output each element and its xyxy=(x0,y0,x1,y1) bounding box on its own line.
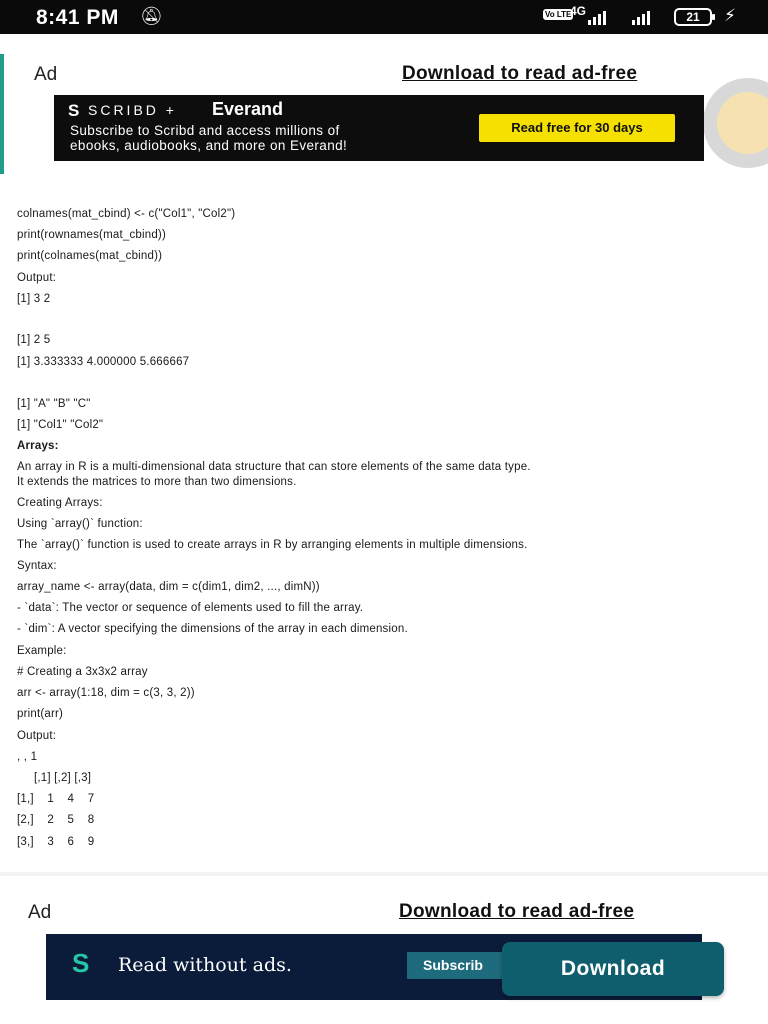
doc-line: print(arr) xyxy=(17,708,64,720)
bell-off-icon: 🔕︎ xyxy=(140,6,163,26)
signal-strength-icon-2 xyxy=(632,9,650,25)
doc-line: Output: xyxy=(17,272,57,284)
bottom-ad xyxy=(0,876,768,1024)
doc-line: print(colnames(mat_cbind)) xyxy=(17,250,163,262)
ad-description: Subscribe to Scribd and access millions of ebooks, audiobooks, and more on Everand! xyxy=(70,123,348,153)
doc-line: [,1] [,2] [,3] xyxy=(17,772,92,784)
doc-line: [2,] 2 5 8 xyxy=(17,814,95,826)
doc-line: print(rownames(mat_cbind)) xyxy=(17,229,166,241)
read-free-button[interactable]: Read free for 30 days xyxy=(479,114,675,142)
scribd-logo-icon: S xyxy=(68,101,80,120)
section-heading: Arrays: xyxy=(17,440,59,452)
doc-line: [1] 2 5 xyxy=(17,334,51,346)
scribd-ad-banner[interactable] xyxy=(54,95,704,161)
battery-icon: 21 xyxy=(674,8,712,26)
bolt-icon: ⚡︎ xyxy=(724,6,736,25)
scribd-logo-icon: S xyxy=(72,948,90,978)
doc-line: arr <- array(1:18, dim = c(3, 3, 2)) xyxy=(17,687,195,699)
volte-badge: Vo LTE xyxy=(545,10,572,19)
status-bar xyxy=(0,0,768,34)
read-without-ads-text: Read without ads. xyxy=(118,954,292,976)
doc-line: [1] "Col1" "Col2" xyxy=(17,419,104,431)
doc-line: An array in R is a multi-dimensional data structure that can store elements of the same data type. xyxy=(17,461,531,473)
doc-line: Using `array()` function: xyxy=(17,518,143,530)
network-type: 4G xyxy=(570,4,587,18)
doc-line: Syntax: xyxy=(17,560,57,572)
status-time: 8:41 PM xyxy=(36,6,119,29)
doc-line: [1] 3.333333 4.000000 5.666667 xyxy=(17,356,190,368)
download-ad-free-link[interactable]: Download to read ad-free xyxy=(402,63,638,84)
ad-accent-bar xyxy=(0,54,4,174)
doc-line: # Creating a 3x3x2 array xyxy=(17,666,148,678)
doc-line: It extends the matrices to more than two dimensions. xyxy=(17,476,297,488)
doc-line: [3,] 3 6 9 xyxy=(17,836,95,848)
doc-line: [1,] 1 4 7 xyxy=(17,793,95,805)
download-ad-free-link[interactable]: Download to read ad-free xyxy=(399,901,635,922)
ad-label: Ad xyxy=(28,902,52,923)
floating-bubble[interactable] xyxy=(703,78,768,168)
signal-strength-icon xyxy=(588,9,606,25)
doc-line: - `data`: The vector or sequence of elements used to fill the array. xyxy=(17,602,364,614)
doc-line: Example: xyxy=(17,645,67,657)
doc-line: Creating Arrays: xyxy=(17,497,103,509)
everand-brand: Everand xyxy=(212,99,284,119)
doc-line: - `dim`: A vector specifying the dimensions of the array in each dimension. xyxy=(17,623,408,635)
doc-line: colnames(mat_cbind) <- c("Col1", "Col2") xyxy=(17,208,236,220)
download-button[interactable]: Download xyxy=(502,942,724,996)
document-page xyxy=(0,176,768,872)
doc-line: [1] 3 2 xyxy=(17,293,51,305)
scribd-brand: SCRIBD + xyxy=(88,102,177,118)
doc-line: , , 1 xyxy=(17,751,38,763)
top-ad xyxy=(0,34,768,176)
subscribe-button[interactable]: Subscrib xyxy=(407,952,511,979)
doc-line: Output: xyxy=(17,730,57,742)
doc-line: [1] "A" "B" "C" xyxy=(17,398,91,410)
doc-line: array_name <- array(data, dim = c(dim1, dim2, ..., dimN)) xyxy=(17,581,320,593)
doc-line: The `array()` function is used to create arrays in R by arranging elements in multiple dimensions. xyxy=(17,539,528,551)
ad-label: Ad xyxy=(34,64,58,85)
